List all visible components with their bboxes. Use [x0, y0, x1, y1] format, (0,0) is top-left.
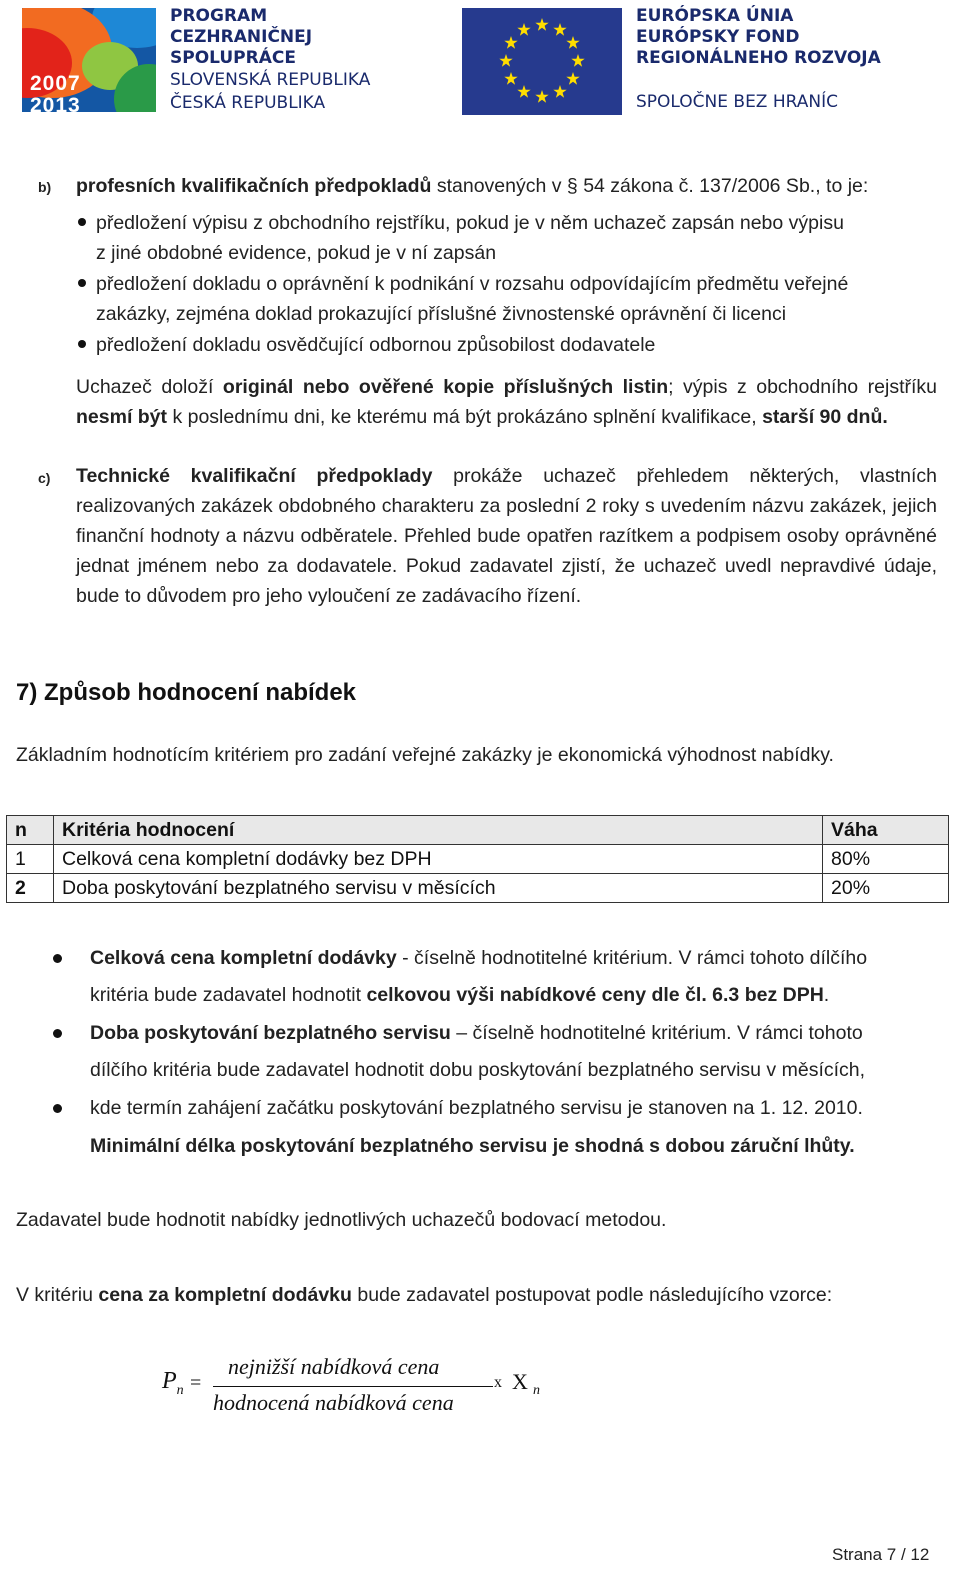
- program-countries: [170, 69, 370, 115]
- formula-p-sub: n: [176, 1382, 184, 1398]
- section-b-bullet-1-line-1: předložení výpisu z obchodního rejstříku, pokud je v něm uchazeč zapsán nebo výpisu: [96, 212, 844, 234]
- program-title: [170, 6, 312, 69]
- formula-factor: X: [512, 1369, 528, 1394]
- note-text: Uchazeč doloží: [76, 376, 223, 398]
- bullet-icon: [53, 954, 62, 963]
- logo-year-bottom: 2013: [30, 94, 81, 112]
- section-b-bullet-2-line-1: předložení dokladu o oprávnění k podnikání v rozsahu odpovídajícím předmětu veřejné: [96, 273, 849, 295]
- section-b-marker: b): [38, 179, 52, 195]
- eu-title-line: EURÓPSKY FOND: [636, 27, 800, 47]
- logo-year-top: 2007: [30, 72, 81, 95]
- note-text: ; výpis z obchodního rejstříku: [668, 376, 938, 398]
- formula-intro-text: V kritériu: [16, 1284, 99, 1306]
- criterion-2-text: – číselně hodnotitelné kritérium. V rámci tohoto: [450, 1022, 863, 1044]
- table-header-cell: Kritéria hodnocení: [54, 816, 823, 845]
- formula-lhs: [162, 1368, 184, 1399]
- criterion-2-line-1: [90, 1018, 863, 1048]
- criterion-1-line-1: [90, 943, 867, 973]
- table-row: [7, 845, 949, 874]
- bullet-icon: [53, 1029, 62, 1038]
- table-cell: Doba poskytování bezplatného servisu v měsících: [54, 874, 823, 903]
- bullet-icon: [53, 1104, 62, 1113]
- eu-flag: [462, 8, 622, 115]
- section-b-lead-bold: profesních kvalifikačních předpokladů: [76, 175, 432, 197]
- criterion-2-bold: Doba poskytování bezplatného servisu: [90, 1022, 451, 1044]
- table-row: [7, 874, 949, 903]
- criterion-1-text: .: [823, 984, 830, 1006]
- criterion-1-text: kritéria bude zadavatel hodnotit: [90, 984, 367, 1006]
- section-b-bullet-2-line-2: zakázky, zejména doklad prokazující příslušné živnostenské oprávnění či licenci: [96, 303, 787, 325]
- criterion-1-text: - číselně hodnotitelné kritérium. V rámci tohoto dílčího: [396, 947, 868, 969]
- criterion-3-line-1: kde termín zahájení začátku poskytování bezplatného servisu je stanoven na 1. 12. 2010.: [90, 1097, 863, 1119]
- formula-times: x: [494, 1374, 502, 1391]
- eu-title: [636, 6, 881, 69]
- table-cell: 20%: [823, 874, 949, 903]
- section-7-intro: Základním hodnotícím kritériem pro zadání veřejné zakázky je ekonomická výhodnost nabídky.: [16, 744, 834, 766]
- formula-intro-bold: cena za kompletní dodávku: [98, 1284, 352, 1306]
- note-bold: originál nebo ověřené kopie příslušných listin: [222, 376, 669, 398]
- program-title-line: CEZHRANIČNEJ: [170, 27, 313, 47]
- section-7-heading: 7) Způsob hodnocení nabídek: [16, 679, 357, 706]
- table-cell: 1: [7, 845, 54, 874]
- scoring-method-text: Zadavatel bude hodnotit nabídky jednotlivých uchazečů bodovací metodou.: [16, 1209, 667, 1231]
- section-c-text: prokáže uchazeč přehledem některých, vlastních realizovaných zakázek obdobného charakteru za poslední 2 roky s uvedením názvu zakázek, jejich finanční hodnoty a názvu odběratele. Přehled bude opatřen razítkem a podpisem osoby oprávněné jednat jménem nebo za dodavatele. Pokud zadavatel zjistí, že uchazeč uvedl nepravdivé údaje, bude to důvodem pro jeho vyloučení ze zadávacího řízení.: [76, 465, 937, 607]
- formula-intro-text: bude zadavatel postupovat podle následujícího vzorce:: [351, 1284, 833, 1306]
- section-b-lead: [76, 171, 868, 201]
- section-c-lead-bold: Technické kvalifikační předpoklady: [76, 465, 433, 487]
- formula-intro: [16, 1280, 832, 1310]
- section-b-note: [76, 372, 937, 432]
- page-number: Strana 7 / 12: [832, 1545, 930, 1564]
- formula-numerator: nejnižší nabídková cena: [228, 1354, 440, 1379]
- bullet-icon: [78, 340, 86, 348]
- section-c-paragraph: [76, 461, 937, 611]
- section-b-bullet-1-line-2: z jiné obdobné evidence, pokud je v ní zapsán: [96, 242, 497, 264]
- criterion-1-line-2: [90, 980, 829, 1010]
- table-header-cell: n: [7, 816, 54, 845]
- program-country: ČESKÁ REPUBLIKA: [170, 93, 326, 113]
- table-cell: Celková cena kompletní dodávky bez DPH: [54, 845, 823, 874]
- section-c-marker: c): [38, 470, 51, 486]
- table-header-row: [7, 816, 949, 845]
- eu-stars-icon: [462, 8, 622, 115]
- criterion-3-line-2: Minimální délka poskytování bezplatného servisu je shodná s dobou záruční lhůty.: [90, 1135, 855, 1157]
- section-b-lead-rest: stanovených v § 54 zákona č. 137/2006 Sb., to je:: [431, 175, 869, 197]
- eu-title-line: REGIONÁLNEHO ROZVOJA: [636, 48, 881, 68]
- program-title-line: SPOLUPRÁCE: [170, 48, 296, 68]
- table-cell: 2: [7, 874, 54, 903]
- section-b-bullet-3: předložení dokladu osvědčující odbornou způsobilost dodavatele: [96, 334, 656, 356]
- program-title-line: PROGRAM: [170, 6, 268, 26]
- note-text: k poslednímu dni, ke kterému má být prokázáno splnění kvalifikace,: [167, 406, 763, 428]
- criterion-1-bold: celkovou výši nabídkové ceny dle čl. 6.3 bez DPH: [366, 984, 824, 1006]
- formula-p: P: [162, 1368, 177, 1394]
- bullet-icon: [78, 279, 86, 287]
- criterion-1-bold: Celková cena kompletní dodávky: [90, 947, 397, 969]
- formula-denominator: hodnocená nabídková cena: [213, 1390, 454, 1415]
- formula-equals: =: [190, 1372, 202, 1394]
- fraction-bar: [213, 1386, 493, 1387]
- note-bold: nesmí být: [76, 406, 168, 428]
- program-country: SLOVENSKÁ REPUBLIKA: [170, 70, 371, 90]
- note-bold: starší 90 dnů.: [762, 406, 888, 428]
- eu-title-line: EURÓPSKA ÚNIA: [636, 6, 794, 26]
- table-header-cell: Váha: [823, 816, 949, 845]
- table-cell: 80%: [823, 845, 949, 874]
- formula-factor-sub: n: [533, 1383, 540, 1398]
- bullet-icon: [78, 218, 86, 226]
- criterion-2-line-2: dílčího kritéria bude zadavatel hodnotit dobu poskytování bezplatného servisu v měsících,: [90, 1059, 866, 1081]
- criteria-table: [6, 815, 949, 903]
- program-logo: [22, 8, 156, 112]
- eu-motto: SPOLOČNE BEZ HRANÍC: [636, 92, 838, 112]
